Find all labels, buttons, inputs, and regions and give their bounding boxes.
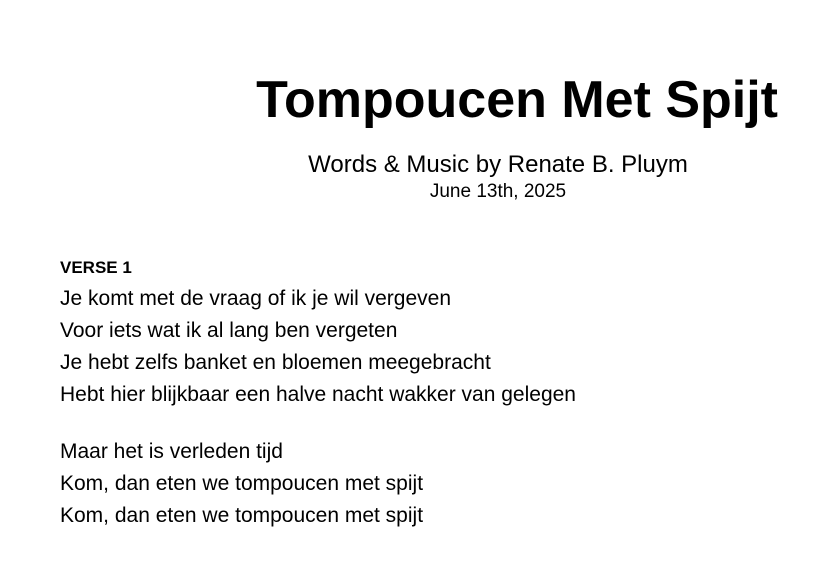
verse-1-section bbox=[60, 257, 800, 532]
song-date: June 13th, 2025 bbox=[429, 181, 567, 202]
lyric-line: Voor iets wat ik al lang ben vergeten bbox=[60, 319, 398, 342]
song-title: Tompoucen Met Spijt bbox=[256, 71, 778, 129]
lyric-line: Kom, dan eten we tompoucen met spijt bbox=[60, 504, 424, 527]
lyric-line: Je komt met de vraag of ik je wil vergeven bbox=[60, 287, 452, 310]
lyric-line: Maar het is verleden tijd bbox=[60, 440, 283, 463]
song-credits: Words & Music by Renate B. Pluym bbox=[308, 151, 688, 178]
lyric-line: Hebt hier blijkbaar een halve nacht wakker van gelegen bbox=[60, 383, 576, 406]
lyric-line: Je hebt zelfs banket en bloemen meegebracht bbox=[60, 351, 491, 374]
verse-1-stanza-2 bbox=[60, 436, 800, 532]
verse-1-label: VERSE 1 bbox=[60, 258, 132, 277]
lyric-line: Kom, dan eten we tompoucen met spijt bbox=[60, 472, 424, 495]
lyrics-body bbox=[60, 257, 800, 557]
verse-1-stanza-1 bbox=[60, 283, 800, 411]
